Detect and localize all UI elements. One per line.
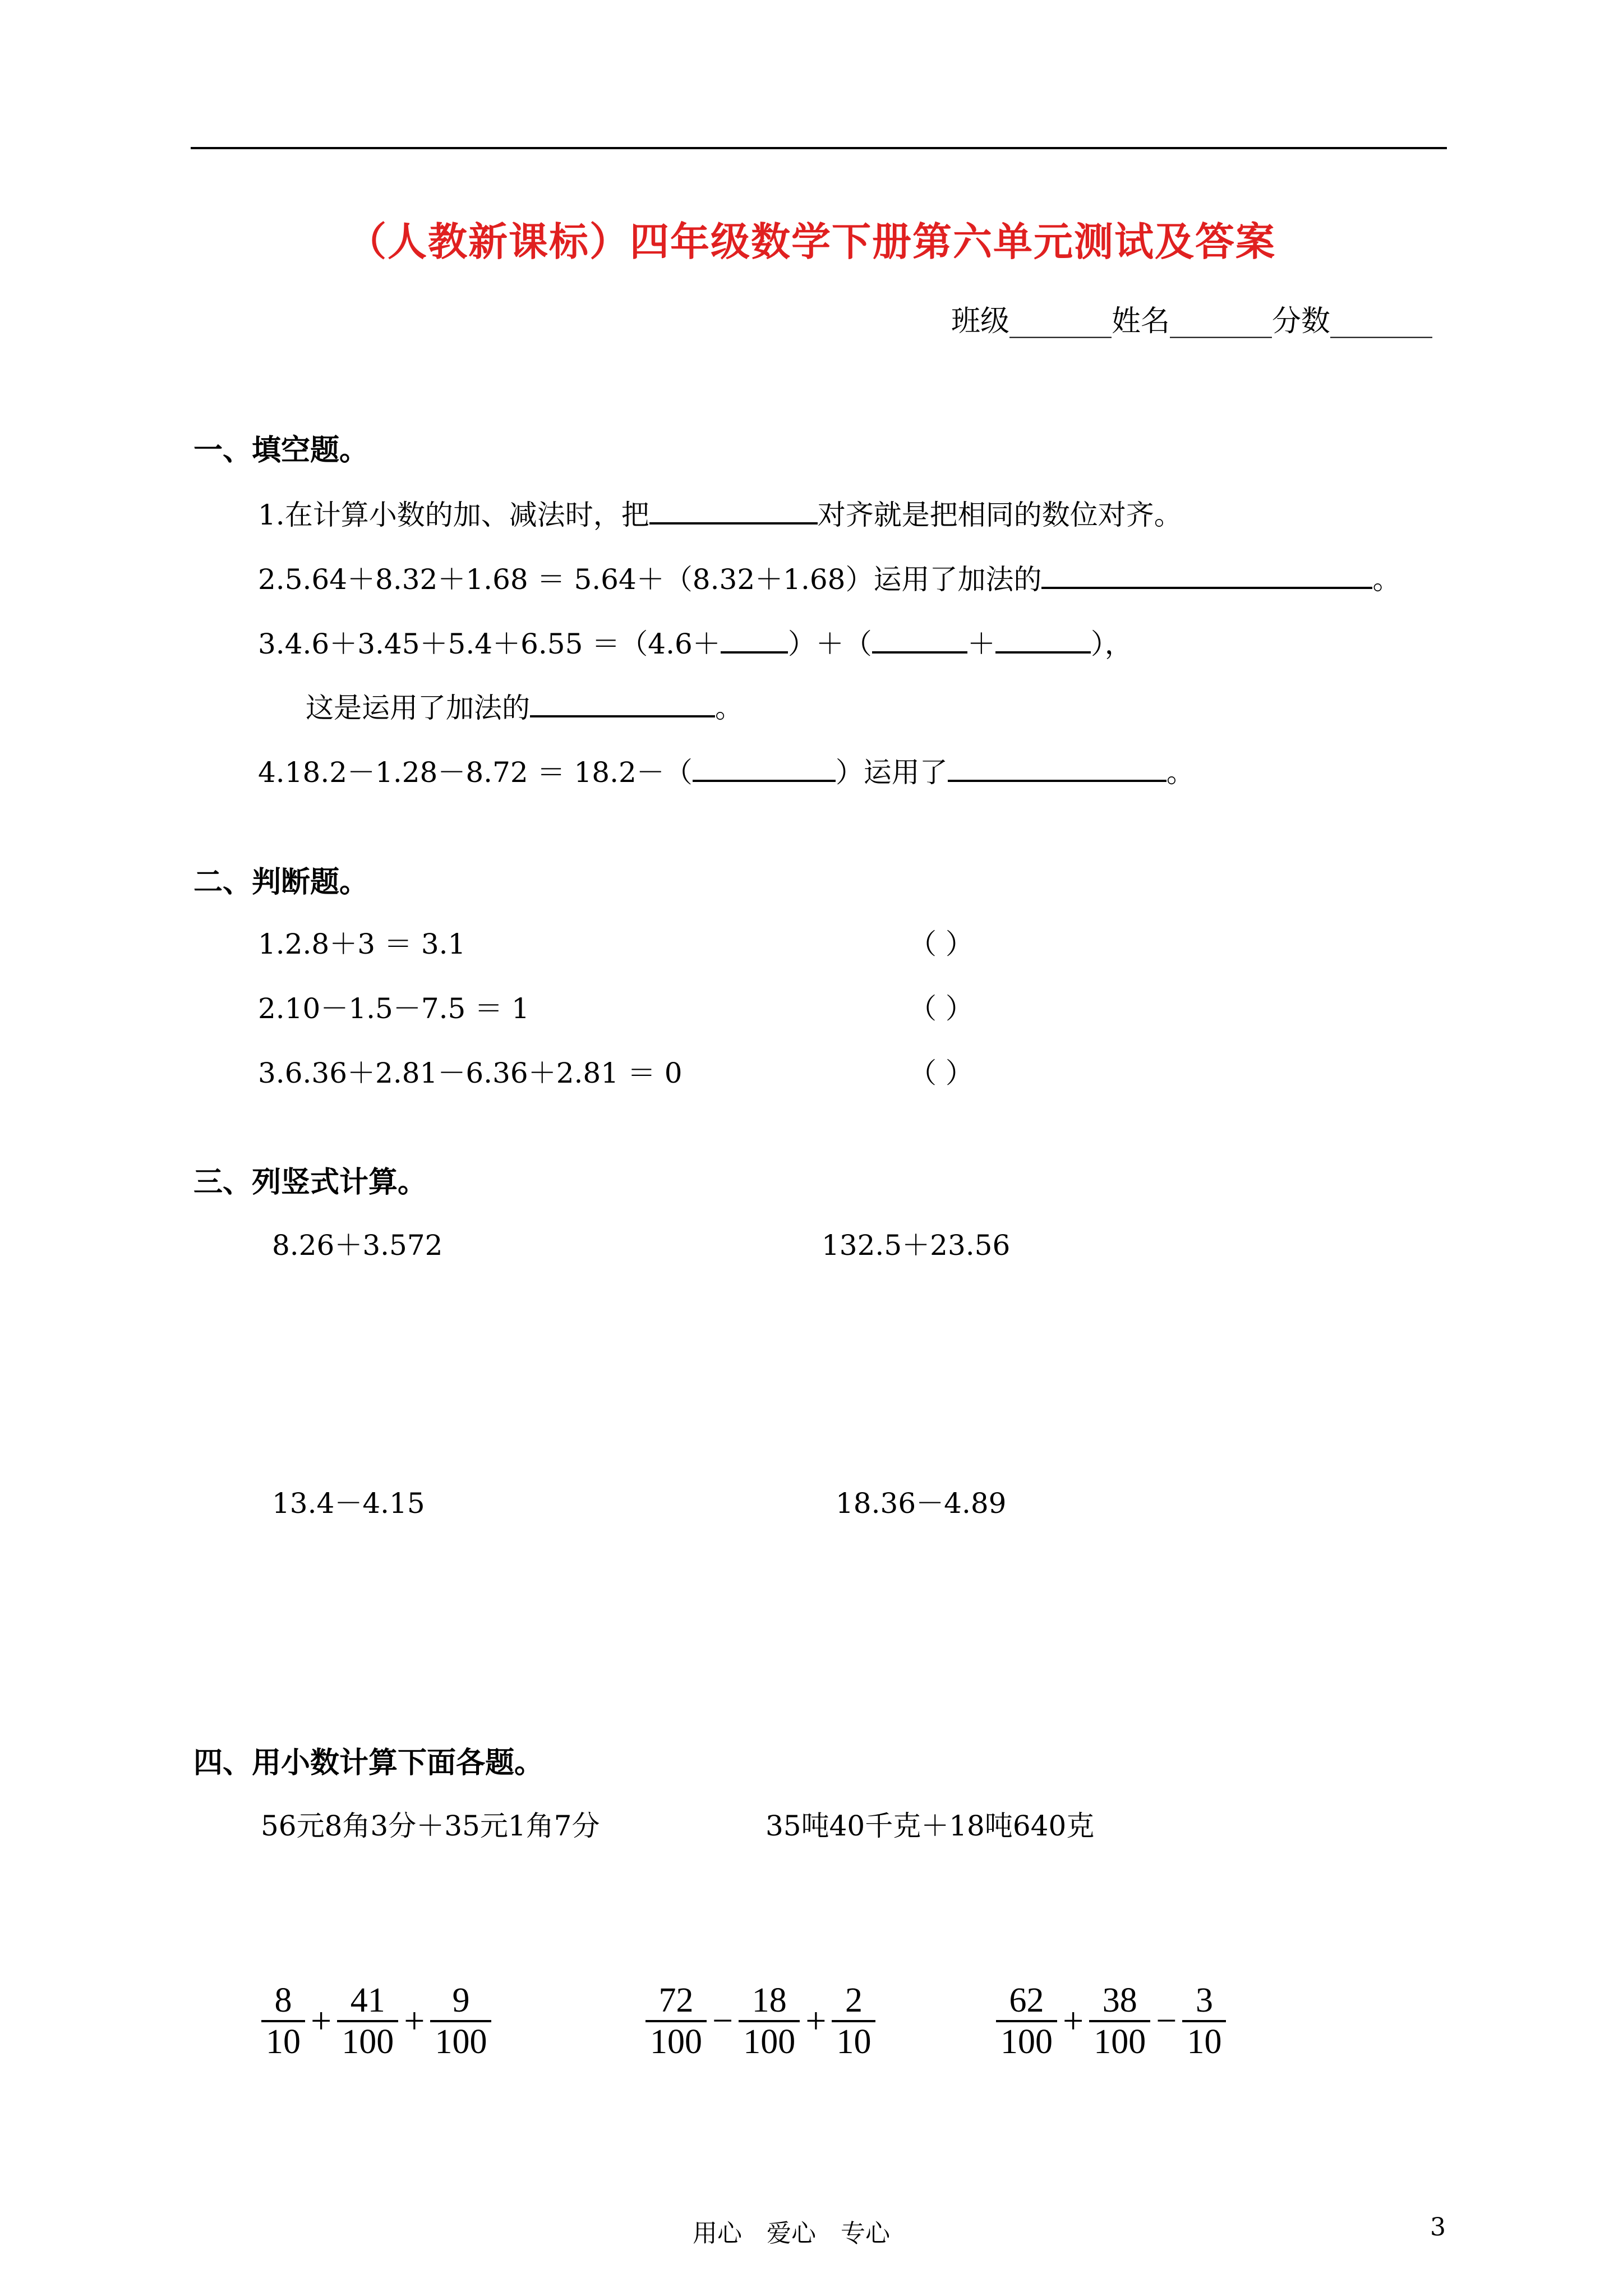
fraction: $\frac{72}{100}$ <box>645 1983 707 2059</box>
fraction: $\frac{8}{10}$ <box>261 1983 305 2059</box>
fill-question-3: 3.4.6＋3.45＋5.4＋6.55 ＝（4.6＋ ）＋（ ＋ ）， <box>258 622 1133 662</box>
fraction: $\frac{2}{10}$ <box>832 1983 875 2059</box>
student-info-line: 班级_______姓名_______分数_______ <box>951 305 1432 338</box>
fraction: $\frac{18}{100}$ <box>739 1983 800 2059</box>
answer-blank[interactable] <box>995 623 1091 654</box>
judge-answer-box-1[interactable]: （ ） <box>909 928 974 960</box>
operator: + <box>311 2000 332 2041</box>
answer-blank[interactable] <box>649 494 818 524</box>
operator: + <box>805 2000 827 2041</box>
section-fill-heading: 一、填空题。 <box>193 434 369 467</box>
section-decimal-heading: 四、用小数计算下面各题。 <box>193 1746 544 1780</box>
page-number: 3 <box>1430 2213 1446 2242</box>
fraction: $\frac{38}{100}$ <box>1089 1983 1150 2059</box>
fraction-problem-3 <box>993 1983 1229 2059</box>
vertical-problem-4: 18.36－4.89 <box>836 1487 1007 1520</box>
fraction-problem-1 <box>258 1983 495 2059</box>
fraction: $\frac{3}{10}$ <box>1182 1983 1226 2059</box>
fill-question-4: 4.18.2－1.28－8.72 ＝ 18.2－（ ）运用了 。 <box>258 750 1195 790</box>
judge-question-3: 3.6.36＋2.81－6.36＋2.81 ＝ 0 <box>258 1057 683 1089</box>
answer-blank[interactable] <box>948 752 1166 782</box>
fill-question-2: 2.5.64＋8.32＋1.68 ＝ 5.64＋（8.32＋1.68）运用了加法的 。 <box>258 557 1400 597</box>
answer-blank[interactable] <box>1041 559 1372 589</box>
answer-blank[interactable] <box>721 623 788 654</box>
section-judge-heading: 二、判断题。 <box>193 866 369 899</box>
page-title: （人教新课标）四年级数学下册第六单元测试及答案 <box>347 219 1276 265</box>
judge-question-1: 1.2.8＋3 ＝ 3.1 <box>258 928 466 960</box>
answer-blank[interactable] <box>530 687 715 717</box>
decimal-problem-2: 35吨40千克＋18吨640克 <box>766 1810 1095 1842</box>
section-vertical-heading: 三、列竖式计算。 <box>193 1166 427 1199</box>
operator: + <box>1063 2000 1084 2041</box>
fill-question-1: 1.在计算小数的加、减法时，把 对齐就是把相同的数位对齐。 <box>258 493 1182 533</box>
operator: − <box>1156 2000 1177 2041</box>
fraction: $\frac{41}{100}$ <box>337 1983 398 2059</box>
vertical-problem-3: 13.4－4.15 <box>272 1487 425 1520</box>
vertical-problem-2: 132.5＋23.56 <box>822 1229 1011 1262</box>
fraction: $\frac{9}{100}$ <box>430 1983 491 2059</box>
answer-blank[interactable] <box>693 752 836 782</box>
footer-motto: 用心 爱心 专心 <box>693 2219 890 2248</box>
header-rule <box>191 147 1447 149</box>
operator: − <box>712 2000 734 2041</box>
judge-answer-box-3[interactable]: （ ） <box>909 1057 974 1089</box>
fill-question-3-line2: 这是运用了加法的 。 <box>306 685 743 726</box>
answer-blank[interactable] <box>872 623 967 654</box>
fraction: $\frac{62}{100}$ <box>996 1983 1057 2059</box>
operator: + <box>404 2000 425 2041</box>
judge-answer-box-2[interactable]: （ ） <box>909 992 974 1025</box>
fraction-problem-2 <box>642 1983 879 2059</box>
judge-question-2: 2.10－1.5－7.5 ＝ 1 <box>258 992 529 1025</box>
decimal-problem-1: 56元8角3分＋35元1角7分 <box>261 1810 600 1842</box>
vertical-problem-1: 8.26＋3.572 <box>272 1229 443 1262</box>
